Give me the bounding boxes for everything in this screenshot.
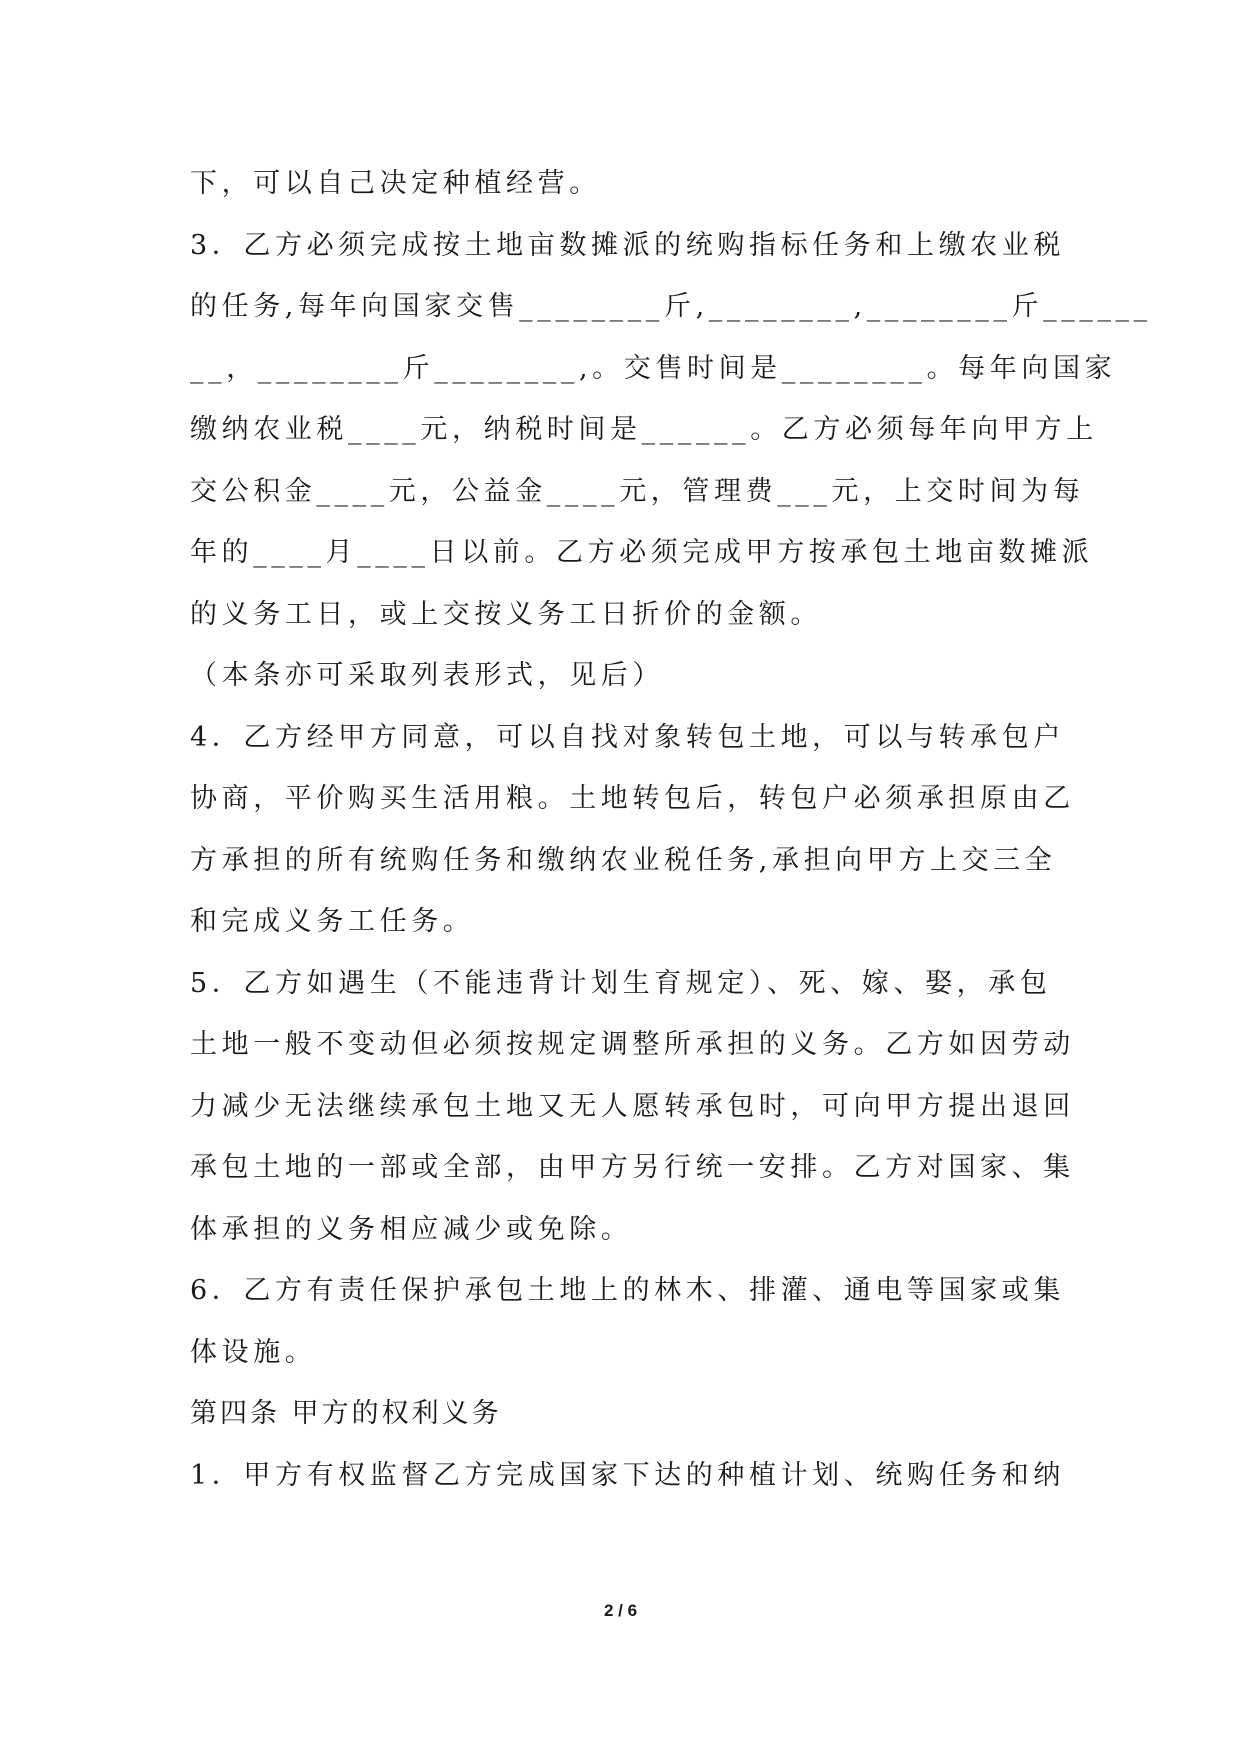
- text-line: 和完成义务工任务。: [190, 906, 475, 937]
- text-line: 力减少无法继续承包土地又无人愿转承包时，可向甲方提出退回: [190, 1090, 1075, 1122]
- page-number: 2 / 6: [603, 1601, 638, 1620]
- text-line: 土地一般不变动但必须按规定调整所承担的义务。乙方如因劳动: [190, 1029, 1075, 1060]
- text-line: 4．乙方经甲方同意，可以自找对象转包土地，可以与转承包户: [190, 721, 1065, 753]
- text-line: 下，可以自己决定种植经营。: [190, 168, 601, 199]
- text-line: __，________斤________,。交售时间是________。每年向国家: [190, 352, 1117, 384]
- text-line: 6．乙方有责任保护承包土地上的林木、排灌、通电等国家或集: [190, 1275, 1065, 1306]
- text-line: 5．乙方如遇生（不能违背计划生育规定）、死、嫁、娶，承包: [190, 967, 1052, 999]
- text-line: 承包土地的一部或全部，由甲方另行统一安排。乙方对国家、集: [190, 1152, 1075, 1183]
- document-body: [190, 153, 1152, 1506]
- text-line: 缴纳农业税____元，纳税时间是______。乙方必须每年向甲方上: [190, 414, 1098, 445]
- text-line: 方承担的所有统购任务和缴纳农业税任务,承担向甲方上交三全: [190, 844, 1057, 876]
- text-line: 协商，平价购买生活用粮。土地转包后，转包户必须承担原由乙: [190, 783, 1075, 814]
- text-line: 1．甲方有权监督乙方完成国家下达的种植计划、统购任务和纳: [190, 1459, 1065, 1491]
- text-line: 体设施。: [190, 1336, 317, 1368]
- text-line: 3．乙方必须完成按土地亩数摊派的统购指标任务和上缴农业税: [190, 229, 1065, 261]
- section-heading: 第四条 甲方的权利义务: [190, 1398, 502, 1429]
- text-line: 的任务,每年向国家交售________斤,________,________斤______: [190, 291, 1152, 322]
- text-line: 体承担的义务相应减少或免除。: [190, 1213, 633, 1245]
- text-line: 的义务工日，或上交按义务工日折价的金额。: [190, 598, 822, 630]
- text-line: 交公积金____元，公益金____元，管理费___元，上交时间为每: [190, 475, 1085, 507]
- text-line: 年的____月____日以前。乙方必须完成甲方按承包土地亩数摊派: [190, 537, 1094, 568]
- text-line: （本条亦可采取列表形式，见后）: [190, 660, 664, 691]
